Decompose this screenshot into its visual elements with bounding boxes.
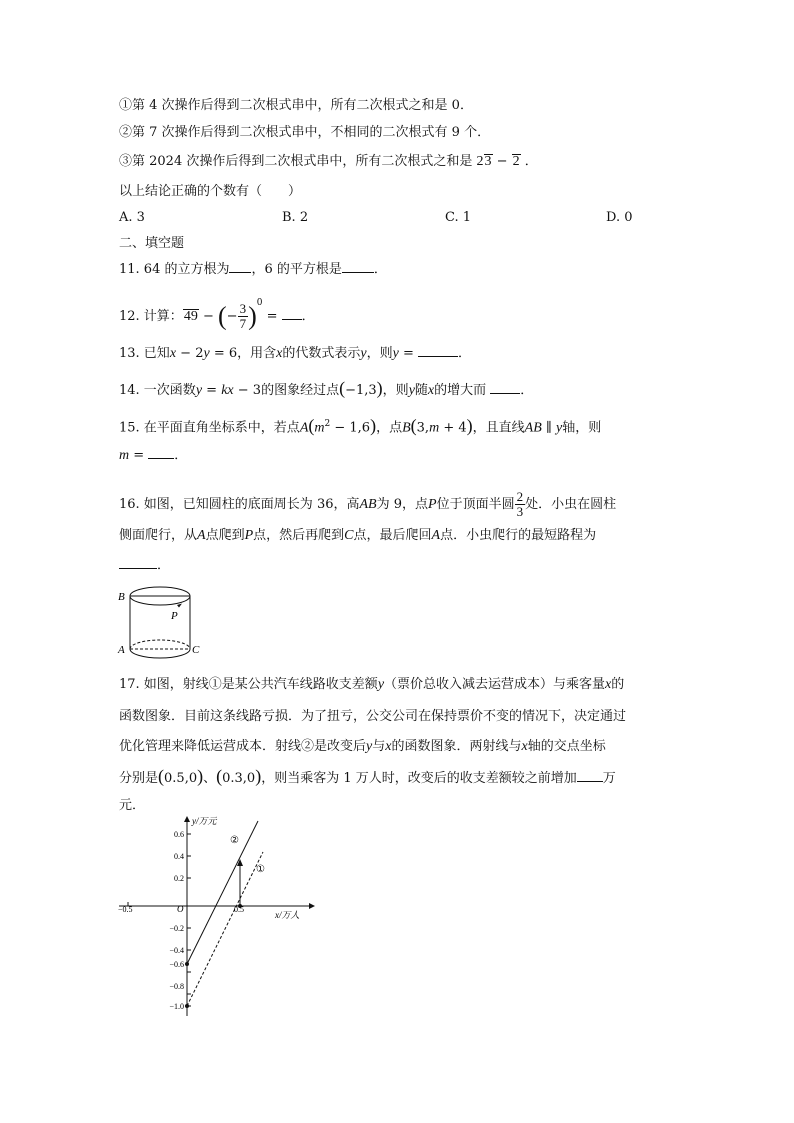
label-p: P [171, 610, 178, 622]
question-16-line3: ． [119, 556, 170, 576]
question-12: 12. 计算：49 − (− $\frac{3}{7}$ )$^0$ = ． [119, 297, 315, 331]
y-axis-label: y/万元 [192, 816, 217, 826]
x-axis-label: x/万人 [275, 910, 300, 920]
y-tick: 0.6 [174, 830, 184, 839]
ray-1-label: ① [256, 864, 265, 875]
statement-1: ①第 4 次操作后得到二次根式串中，所有二次根式之和是 0． [119, 98, 473, 113]
statement-3: ③第 2024 次操作后得到二次根式串中，所有二次根式之和是 23 − 2 ． [119, 154, 538, 169]
x-tick-neg: −0.5 [118, 905, 133, 914]
question-16-line1: 16. 如图，已知圆柱的底面周长为 36，高AB为 9，点P位于顶面半圆 $\frac{2}{3}$ 处．小虫在圆柱 [119, 489, 617, 519]
origin-label: O [177, 904, 184, 914]
statement-2: ②第 7 次操作后得到二次根式串中，不相同的二次根式有 9 个． [119, 125, 491, 140]
question-16-line2: 侧面爬行，从A点爬到P点，然后再爬到C点，最后爬回A点．小虫爬行的最短路程为 [119, 528, 597, 543]
label-b: B [118, 591, 125, 603]
question-17-line4: 分别是(0.5,0)、(0.3,0)，则当乘客为 1 万人时，改变后的收支差额较之前增加 万 [119, 766, 616, 786]
choice-d: D. 0 [606, 210, 633, 225]
question-17-line2: 函数图象．目前这条线路亏损．为了扭亏，公交公司在保持票价不变的情况下，决定通过 [119, 709, 627, 724]
section-title: 二、填空题 [119, 236, 185, 251]
y-tick: 0.4 [174, 852, 184, 861]
question-14: 14. 一次函数y = kx − 3的图象经过点(−1,3)，则y随x的增大而 ． [119, 378, 534, 398]
question-17-line1: 17. 如图，射线①是某公共汽车线路收支差额y（票价总收入减去运营成本）与乘客量x的 [119, 677, 625, 692]
y-tick: −0.2 [169, 924, 184, 933]
x-tick-05: 0.5 [234, 905, 244, 914]
label-a: A [118, 644, 125, 656]
choice-a: A. 3 [119, 210, 145, 225]
y-tick: −1.0 [169, 1002, 184, 1011]
y-tick: −0.4 [169, 946, 184, 955]
y-tick: 0.2 [174, 874, 184, 883]
question-13: 13. 已知x − 2y = 6，用含x的代数式表示y，则y = ． [119, 346, 472, 361]
choice-c: C. 1 [445, 210, 472, 225]
choice-b: B. 2 [282, 210, 309, 225]
function-graph [115, 814, 315, 1026]
question-11: 11. 64 的立方根为 ，6 的平方根是 ． [119, 262, 387, 277]
y-tick: −0.8 [169, 982, 184, 991]
y-tick: −0.6 [169, 960, 184, 969]
ray-2-label: ② [230, 835, 239, 846]
label-c: C [192, 644, 200, 656]
question-17-line3: 优化管理来降低运营成本．射线②是改变后y与x的函数图象．两射线与x轴的交点坐标 [119, 739, 606, 754]
question-17-line5: 元． [119, 798, 146, 813]
question-15: 15. 在平面直角坐标系中，若点$A(m^2 - 1,6)$，点B(3,m + 4)，且直线AB ∥ y轴，则 [119, 415, 602, 436]
cylinder-figure [113, 582, 213, 670]
q10-question: 以上结论正确的个数有（ ） [119, 184, 302, 199]
question-15-line2: m = ． [119, 448, 188, 463]
